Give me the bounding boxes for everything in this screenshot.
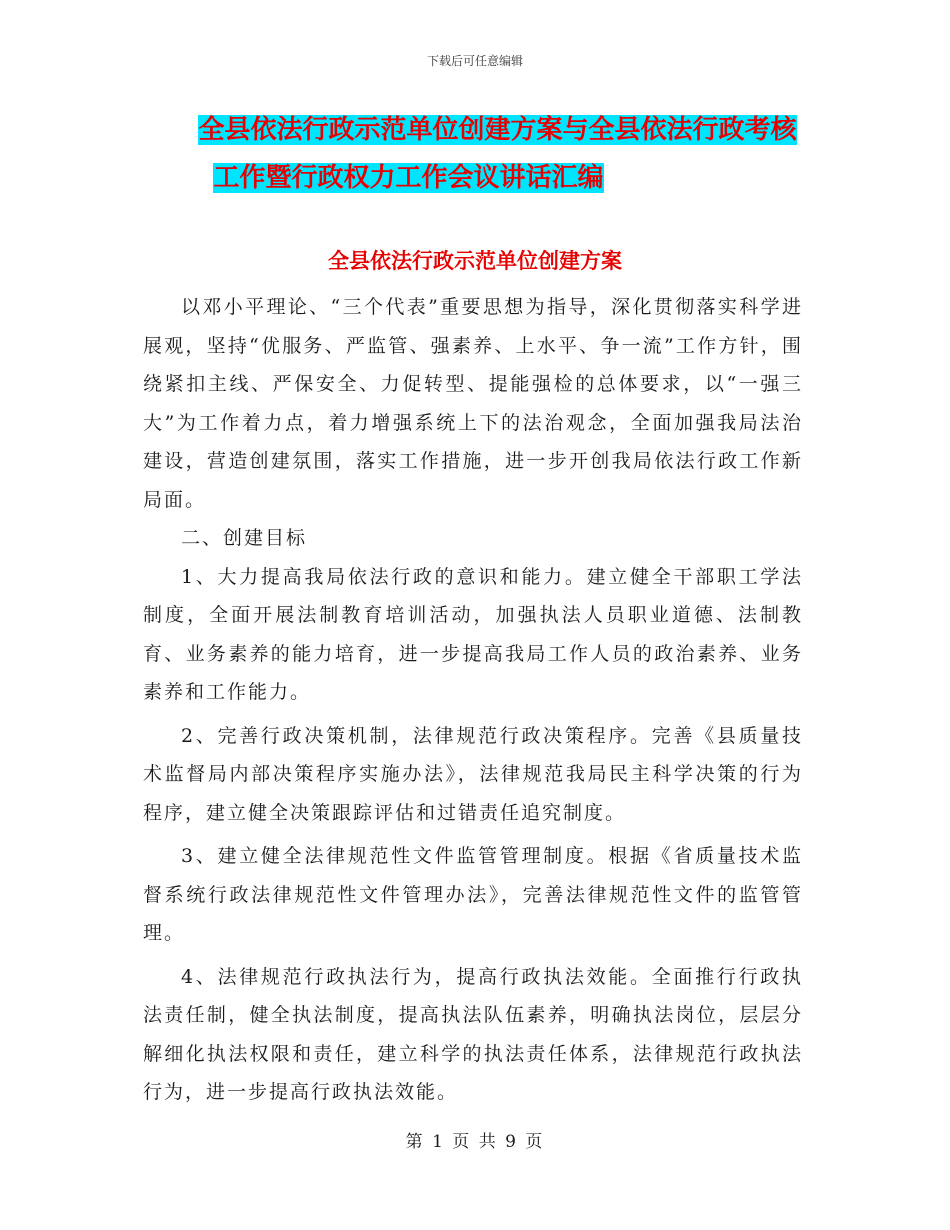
paragraph-heading-goals: 二、创建目标: [181, 527, 308, 549]
document-title-line-2: 工作暨行政权力工作会议讲话汇编: [213, 163, 604, 193]
document-title: [0, 106, 950, 202]
paragraph-intro: 以邓小平理论、“三个代表”重要思想为指导，深化贯彻落实科学进展观，坚持“优服务、严监管、强素养、上水平、争一流”工作方针，围绕紧扣主线、严保安全、力促转型、提能强检的总体要求，以“一强三大”为工作着力点，着力增强系统上下的法治观念，全面加强我局法治建设，营造创建氛围，落实工作措施，进一步开创我局依法行政工作新局面。: [143, 296, 803, 511]
paragraph-goal-2: 2、完善行政决策机制，法律规范行政决策程序。完善《县质量技术监督局内部决策程序实施办法》，法律规范我局民主科学决策的行为程序，建立健全决策跟踪评估和过错责任追究制度。: [143, 724, 803, 824]
paragraph-goal-1: 1、大力提高我局依法行政的意识和能力。建立健全干部职工学法制度，全面开展法制教育培训活动，加强执法人员职业道德、法制教育、业务素养的能力培育，进一步提高我局工作人员的政治素养、业务素养和工作能力。: [143, 565, 803, 703]
paragraph-goal-3: 3、建立健全法律规范性文件监管管理制度。根据《省质量技术监督系统行政法律规范性文件管理办法》，完善法律规范性文件的监管管理。: [143, 845, 803, 944]
header-note: 下载后可任意编辑: [426, 54, 523, 68]
document-body: [143, 288, 803, 1112]
section-title: 全县依法行政示范单位创建方案: [328, 249, 622, 273]
document-title-line-1: 全县依法行政示范单位创建方案与全县依法行政考核: [198, 115, 797, 145]
page-footer: 第 1 页 共 9 页: [405, 1132, 545, 1152]
paragraph-goal-4: 4、法律规范行政执法行为，提高行政执法效能。全面推行行政执法责任制，健全执法制度，提高执法队伍素养，明确执法岗位，层层分解细化执法权限和责任，建立科学的执法责任体系，法律规范行政执法行为，进一步提高行政执法效能。: [143, 965, 803, 1103]
